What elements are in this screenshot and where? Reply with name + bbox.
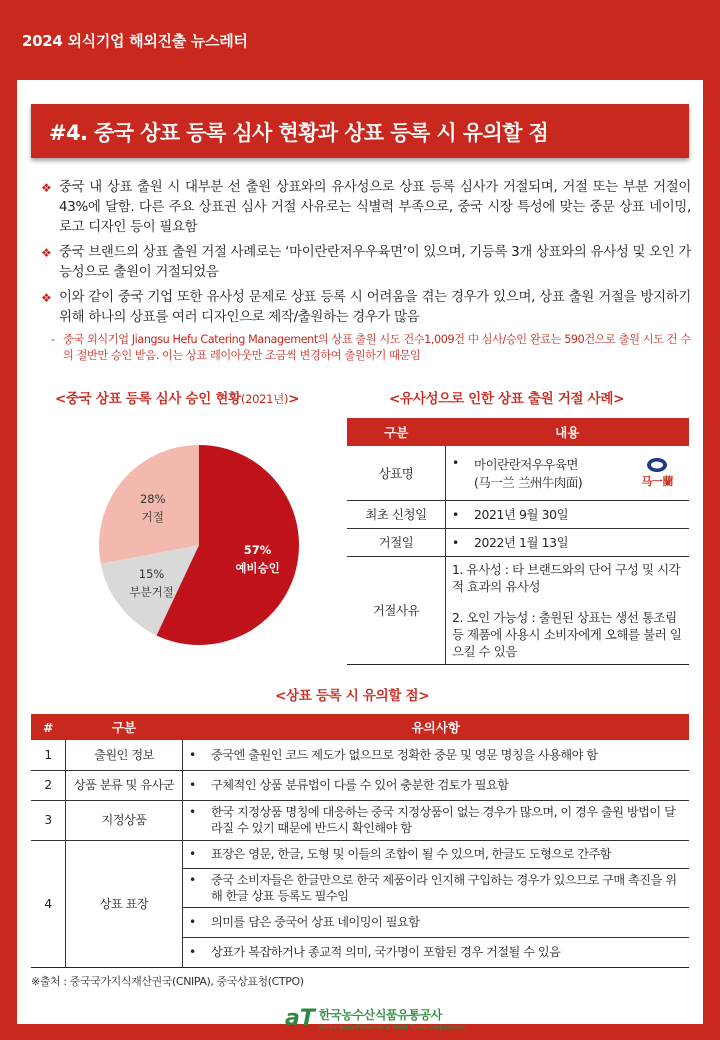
diamond-bullet-icon: ❖: [41, 291, 52, 305]
bullet-item: ❖ 중국 내 상표 출원 시 대부분 선 출원 상표와의 유사성으로 상표 등록 심사가 거절되며, 거절 또는 부분 거절이 43%에 달함. 다른 주요 상표권 심사 거절 사유로는 식별력 부족으로, 중국 시장 특성에 맞는 중문 상표 네이밍, 로고 디자인 등이 필요함: [41, 180, 691, 235]
case-table: [347, 418, 689, 665]
bullet-item: ❖ 이와 같이 중국 기업 또한 유사성 문제로 상표 등록 시 어려움을 겪는 경우가 있으며, 상표 출원 거절을 방지하기 위해 하나의 상표를 여러 디자인으로 제작/출원하는 경우가 많음: [41, 290, 691, 325]
table-row: 1 출원인 정보 • 중국엔 출원인 코드 제도가 없으므로 정확한 중문 및 영문 명칭을 사용해야 함: [31, 740, 689, 770]
table-row: • 상표가 복잡하거나 종교적 의미, 국가명이 포함된 경우 거절될 수 있음: [31, 937, 689, 967]
column-header: 내용: [446, 418, 690, 446]
pie-value-label: 57%: [243, 543, 272, 558]
table-row: 거절일 • 2022년 1월 13일: [347, 528, 689, 556]
chart-title: <중국 상표 등록 심사 승인 현황(2021년)>: [55, 391, 300, 407]
caution-table-title: <상표 등록 시 유의할 점>: [275, 688, 430, 704]
pie-category-label: 예비승인: [235, 561, 280, 576]
column-header: 구분: [66, 714, 183, 740]
column-header: #: [31, 714, 66, 740]
table-row: 상표명 • 마이란란저우우육면 (马一兰 兰州牛肉面) 马一蘭: [347, 446, 689, 500]
case-table-title: <유사성으로 인한 상표 출원 거절 사례>: [389, 391, 625, 407]
diamond-bullet-icon: ❖: [41, 181, 52, 195]
pie-value-label: 28%: [139, 491, 166, 506]
bullet-item: ❖ 중국 브랜드의 상표 출원 거절 사례로는 ‘마이란란저우우육면’이 있으며, 기등록 3개 상표와의 유사성 및 오인 가능성으로 출원이 거절되었음: [41, 245, 691, 280]
caution-table: [31, 714, 689, 968]
sub-note: - 중국 외식기업 Jiangsu Hefu Catering Management의 상표 출원 시도 건수1,009건 中 심사/승인 완료는 590건으로 출원 시도 건 수의 절반만 승인 받음. 이는 상표 레이아웃만 조금씩 변경하여 출원하기 때문임: [51, 333, 691, 362]
table-row: 거절사유 1. 유사성 : 타 브랜드와의 단어 구성 및 시각적 효과의 유사성 2. 오인 가능성 : 출원된 상표는 생선 통조림 등 제품에 사용시 소비자에게 오해를 불러 일으킬 수 있음: [347, 556, 689, 664]
source-note: ※출처 : 중국국가지식재산권국(CNIPA), 중국상표청(CTPO): [31, 975, 304, 988]
column-header: 유의사항: [183, 714, 690, 740]
table-row: • 의미를 담은 중국어 상표 네이밍이 필요함: [31, 907, 689, 937]
table-row: • 중국 소비자들은 한글만으로 한국 제품이라 인지해 구입하는 경우가 있으므로 구매 촉진을 위해 한글 상표 등록도 필수임: [31, 868, 689, 907]
pie-chart: [99, 445, 299, 645]
column-header: 구분: [347, 418, 446, 446]
section-header: [31, 104, 689, 158]
pie-value-label: 15%: [138, 566, 165, 581]
section-title: #4. 중국 상표 등록 심사 현황과 상표 등록 시 유의할 점: [49, 121, 549, 145]
newsletter-title: 2024 외식기업 해외진출 뉴스레터: [22, 32, 248, 50]
table-row: 4 상표 표장 • 표장은 영문, 한글, 도형 및 이들의 조합이 될 수 있으며, 한글도 도형으로 간주함: [31, 840, 689, 868]
pie-category-label: 부분거절: [129, 584, 174, 599]
pie-category-label: 거절: [141, 509, 164, 524]
brand-logo: 马一蘭: [641, 457, 673, 489]
diamond-bullet-icon: ❖: [41, 246, 52, 260]
table-row: 최초 신청일 • 2021년 9월 30일: [347, 500, 689, 528]
bowl-icon: [646, 457, 668, 473]
bullet-list: [41, 178, 691, 364]
table-row: 2 상품 분류 및 유사군 • 구체적인 상품 분류법이 다를 수 있어 충분한 검토가 필요함: [31, 770, 689, 800]
table-row: 3 지정상품 • 한국 지정상품 명칭에 대응하는 중국 지정상품이 없는 경우가 많으며, 이 경우 출원 방법이 달라질 수 있기 때문에 반드시 확인해야 함: [31, 800, 689, 840]
content-page: [17, 80, 703, 1031]
logo-mark: aT: [285, 1006, 315, 1031]
at-logo: aT 한국농수산식품유통공사 Korea Agro-Fisheries & Food Trade Corporation: [285, 1006, 466, 1031]
